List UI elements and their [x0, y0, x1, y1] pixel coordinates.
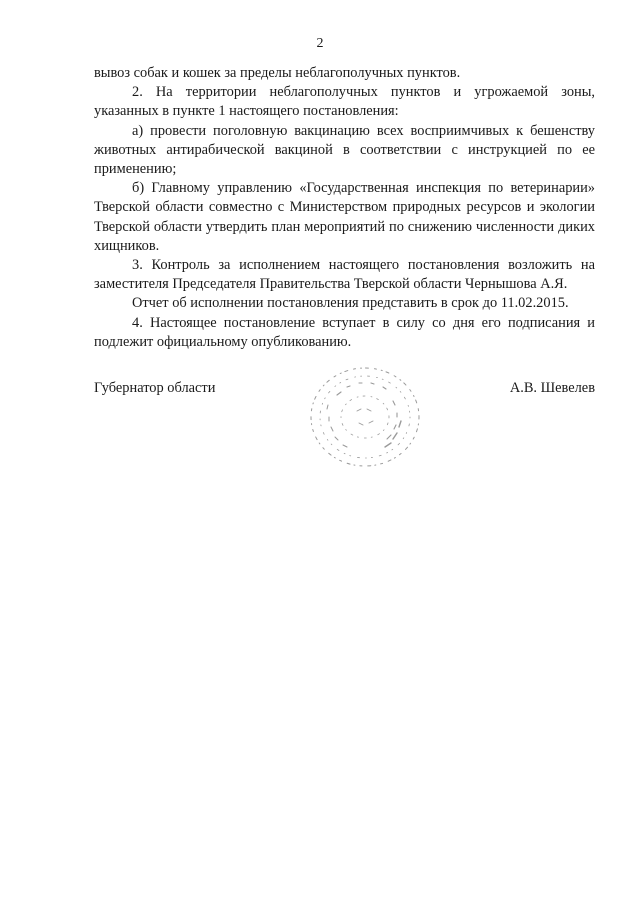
paragraph-item-2a: а) провести поголовную вакцинацию всех восприимчивых к бешенству животных антирабической вакциной в соответствии с инструкцией по ее применению;	[94, 122, 595, 178]
paragraph-item-2b: б) Главному управлению «Государственная инспекция по ветеринарии» Тверской области совместно с Министерством природных ресурсов и экологии Тверской области утвердить план мероприятий по снижению численности диких хищников.	[94, 180, 595, 254]
document-body	[94, 64, 595, 352]
signature-name: А.В. Шевелев	[509, 380, 595, 396]
paragraph-item-2: 2. На территории неблагополучных пунктов и угрожаемой зоны, указанных в пункте 1 настоящего постановления:	[94, 84, 595, 120]
paragraph-item-3: 3. Контроль за исполнением настоящего постановления возложить на заместителя Председателя Правительства Тверской области Чернышова А.Я.	[94, 257, 595, 293]
page-number: 2	[316, 36, 324, 51]
paragraph-continuation: вывоз собак и кошек за пределы неблагополучных пунктов.	[94, 65, 461, 81]
paragraph-report-deadline: Отчет об исполнении постановления представить в срок до 11.02.2015.	[132, 295, 569, 312]
paragraph-item-4: 4. Настоящее постановление вступает в силу со дня его подписания и подлежит официальному опубликованию.	[94, 314, 595, 350]
official-seal-stamp	[307, 365, 423, 469]
signature-title: Губернатор области	[94, 380, 216, 396]
